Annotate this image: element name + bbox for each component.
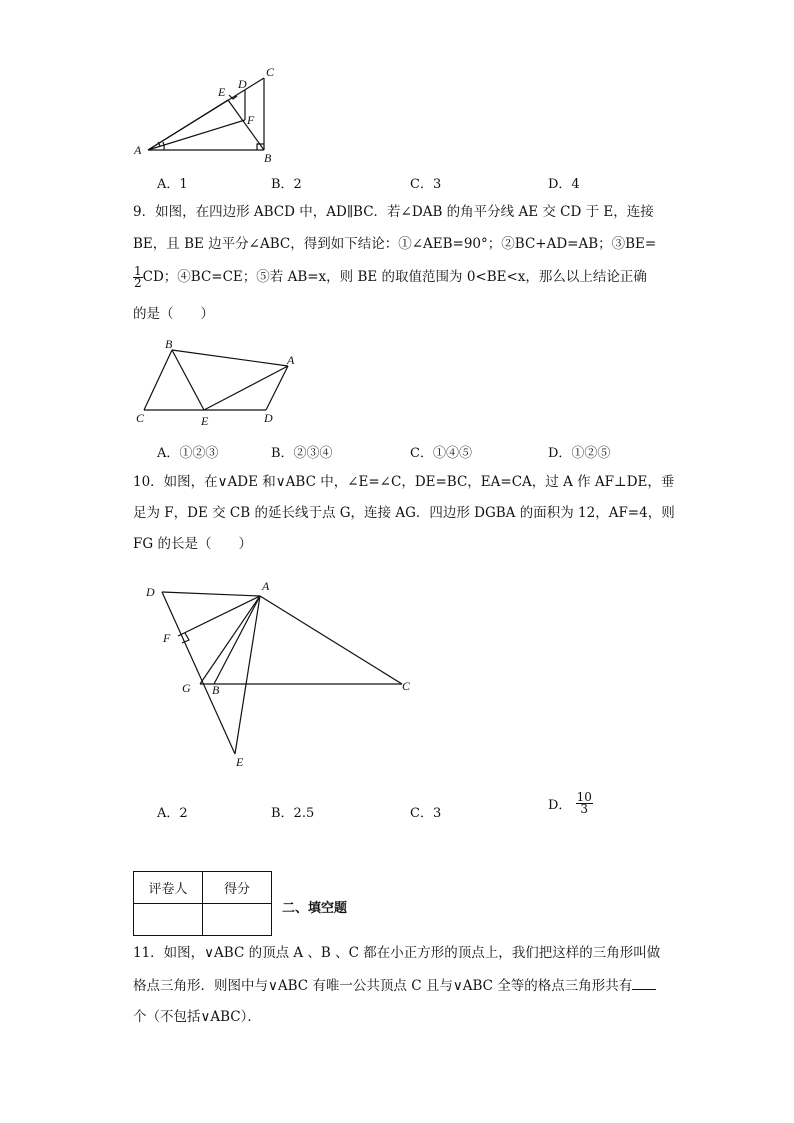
score-cell-score[interactable] xyxy=(203,904,272,936)
q9-label-b: B xyxy=(165,337,173,351)
q8-label-b: B xyxy=(264,151,272,165)
q9-text-line4: 的是（ ） xyxy=(133,306,214,322)
q9-label-a: A xyxy=(287,353,295,367)
q9-label-e: E xyxy=(201,414,209,428)
q9-text-line2: BE，且 BE 边平分∠ABC，得到如下结论：①∠AEB=90°；②BC+AD=AB；③BE= xyxy=(133,236,657,252)
q10-text-line3: FG 的长是（ ） xyxy=(133,536,252,552)
score-table xyxy=(133,871,272,936)
score-header-grader: 评卷人 xyxy=(134,872,203,904)
q9-option-d[interactable]: D．①②⑤ xyxy=(548,446,611,461)
q10-label-c: C xyxy=(402,679,411,693)
q8-option-b[interactable]: B．2 xyxy=(271,177,302,192)
q9-option-a[interactable]: A．①②③ xyxy=(157,446,219,461)
q10-label-d: D xyxy=(146,585,155,599)
q10-label-a: A xyxy=(262,579,270,593)
q9-label-d: D xyxy=(264,411,273,425)
q11-text-line1: 11．如图，∨ABC 的顶点 A 、B 、C 都在小正方形的顶点上，我们把这样的三角形叫做 xyxy=(133,945,661,961)
q9-fraction: $\frac{1}{2}$ xyxy=(134,264,142,290)
q10-text-line2: 足为 F，DE 交 CB 的延长线于点 G，连接 AG．四边形 DGBA 的面积为 12，AF=4，则 xyxy=(133,505,675,521)
score-header-score: 得分 xyxy=(203,872,272,904)
q8-label-f: F xyxy=(247,113,255,127)
q8-label-e: E xyxy=(218,85,226,99)
q8-option-a[interactable]: A．1 xyxy=(157,177,188,192)
score-cell-grader[interactable] xyxy=(134,904,203,936)
q10-label-e: E xyxy=(236,755,244,769)
q10-option-d[interactable]: D． $\frac{10}{3}$ xyxy=(548,790,592,816)
q10-text-line1: 10．如图，在∨ADE 和∨ABC 中，∠E=∠C，DE=BC，EA=CA，过 A 作 AF⊥DE，垂 xyxy=(133,474,675,490)
q10-option-b[interactable]: B．2.5 xyxy=(271,806,315,821)
q10-label-g: G xyxy=(182,681,191,695)
section-title: 二、填空题 xyxy=(282,901,348,916)
q10-label-b: B xyxy=(212,683,220,697)
q9-option-b[interactable]: B．②③④ xyxy=(271,446,333,461)
q8-option-c[interactable]: C．3 xyxy=(410,177,442,192)
q11-answer-blank[interactable] xyxy=(632,977,656,990)
q8-label-a: A xyxy=(134,143,142,157)
q10-option-d-fraction: $\frac{10}{3}$ xyxy=(576,790,592,816)
q8-label-d: D xyxy=(238,77,247,91)
q10-figure xyxy=(140,576,430,776)
q8-option-d[interactable]: D．4 xyxy=(548,177,580,192)
q10-label-f: F xyxy=(163,631,171,645)
q9-text-line3: $\frac{1}{2}$ CD；④BC=CE；⑤若 AB=x，则 BE 的取值范围为 0<BE<x，那么以上结论正确 xyxy=(134,264,647,290)
q11-text-line3: 个（不包括∨ABC）． xyxy=(133,1009,261,1025)
q11-text-line2: 格点三角形．则图中与∨ABC 有唯一公共顶点 C 且与∨ABC 全等的格点三角形共有 xyxy=(133,977,656,994)
q9-figure xyxy=(130,338,310,430)
q8-figure xyxy=(130,62,290,167)
q9-text-line1: 9．如图，在四边形 ABCD 中，AD∥BC．若∠DAB 的角平分线 AE 交 CD 于 E，连接 xyxy=(133,204,654,220)
q9-label-c: C xyxy=(136,411,145,425)
q10-option-a[interactable]: A．2 xyxy=(157,806,188,821)
q8-label-c: C xyxy=(266,65,275,79)
q9-option-c[interactable]: C．①④⑤ xyxy=(410,446,472,461)
q10-option-c[interactable]: C．3 xyxy=(410,806,442,821)
